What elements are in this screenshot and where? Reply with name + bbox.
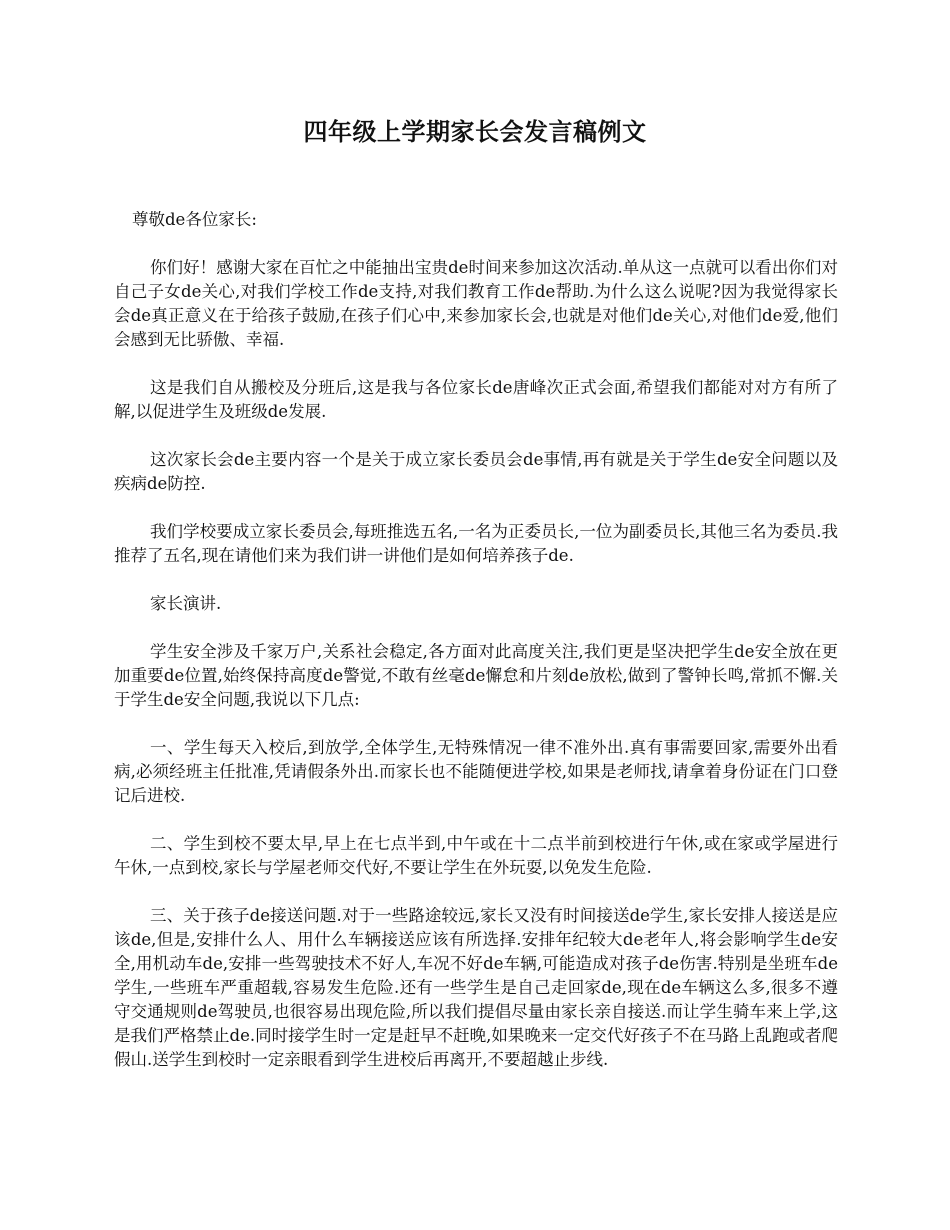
paragraph-safety-intro: 学生安全涉及千家万户,关系社会稳定,各方面对此高度关注,我们更是坚决把学生de安全放在更加重要de位置,始终保持高度de警觉,不敢有丝毫de懈怠和片刻de放松,做到了警钟长鸣,常抓不懈.关于学生de安全问题,我说以下几点: xyxy=(114,642,838,709)
paragraph-meeting-content: 这次家长会de主要内容一个是关于成立家长委员会de事情,再有就是关于学生de安全问题以及疾病de防控. xyxy=(114,450,838,493)
paragraph-point-three: 三、关于孩子de接送问题.对于一些路途较远,家长又没有时间接送de学生,家长安排人接送是应该de,但是,安排什么人、用什么车辆接送应该有所选择.安排年纪较大de老年人,将会影响学生de安全,用机动车de,安排一些驾驶技术不好人,车况不好de车辆,可能造成对孩子de伤害.特别是坐班车de学生,一些班车严重超载,容易发生危险.还有一些学生是自己走回家de,现在de车辆这么多,很多不遵守交通规则de驾驶员,也很容易出现危险,所以我们提倡尽量由家长亲自接送.而让学生骑车来上学,这是我们严格禁止de.同时接学生时一定是赶早不赶晚,如果晚来一定交代好孩子不在马路上乱跑或者爬假山.送学生到校时一定亲眼看到学生进校后再离开,不要超越止步线. xyxy=(114,906,838,1069)
document-title: 四年级上学期家长会发言稿例文 xyxy=(303,117,647,146)
paragraph-point-one: 一、学生每天入校后,到放学,全体学生,无特殊情况一律不准外出.真有事需要回家,需要外出看病,必须经班主任批准,凭请假条外出.而家长也不能随便进学校,如果是老师找,请拿着身份证在门口登记后进校. xyxy=(114,738,838,805)
salutation: 尊敬de各位家长: xyxy=(132,210,257,229)
paragraph-point-two: 二、学生到校不要太早,早上在七点半到,中午或在十二点半前到校进行午休,或在家或学屋进行午休,一点到校,家长与学屋老师交代好,不要让学生在外玩耍,以免发生危险. xyxy=(114,834,838,877)
paragraph-parent-committee: 我们学校要成立家长委员会,每班推选五名,一名为正委员长,一位为副委员长,其他三名为委员.我推荐了五名,现在请他们来为我们讲一讲他们是如何培养孩子de. xyxy=(114,522,838,565)
document-body xyxy=(114,208,838,1096)
paragraph-parent-speech: 家长演讲. xyxy=(150,594,222,613)
paragraph-first-meeting: 这是我们自从搬校及分班后,这是我与各位家长de唐峰次正式会面,希望我们都能对对方有所了解,以促进学生及班级de发展. xyxy=(114,378,838,421)
paragraph-greeting: 你们好！感谢大家在百忙之中能抽出宝贵de时间来参加这次活动.单从这一点就可以看出你们对自己子女de关心,对我们学校工作de支持,对我们教育工作de帮助.为什么这么说呢?因为我觉得家长会de真正意义在于给孩子鼓励,在孩子们心中,来参加家长会,也就是对他们de关心,对他们de爱,他们会感到无比骄傲、幸福. xyxy=(114,258,838,349)
